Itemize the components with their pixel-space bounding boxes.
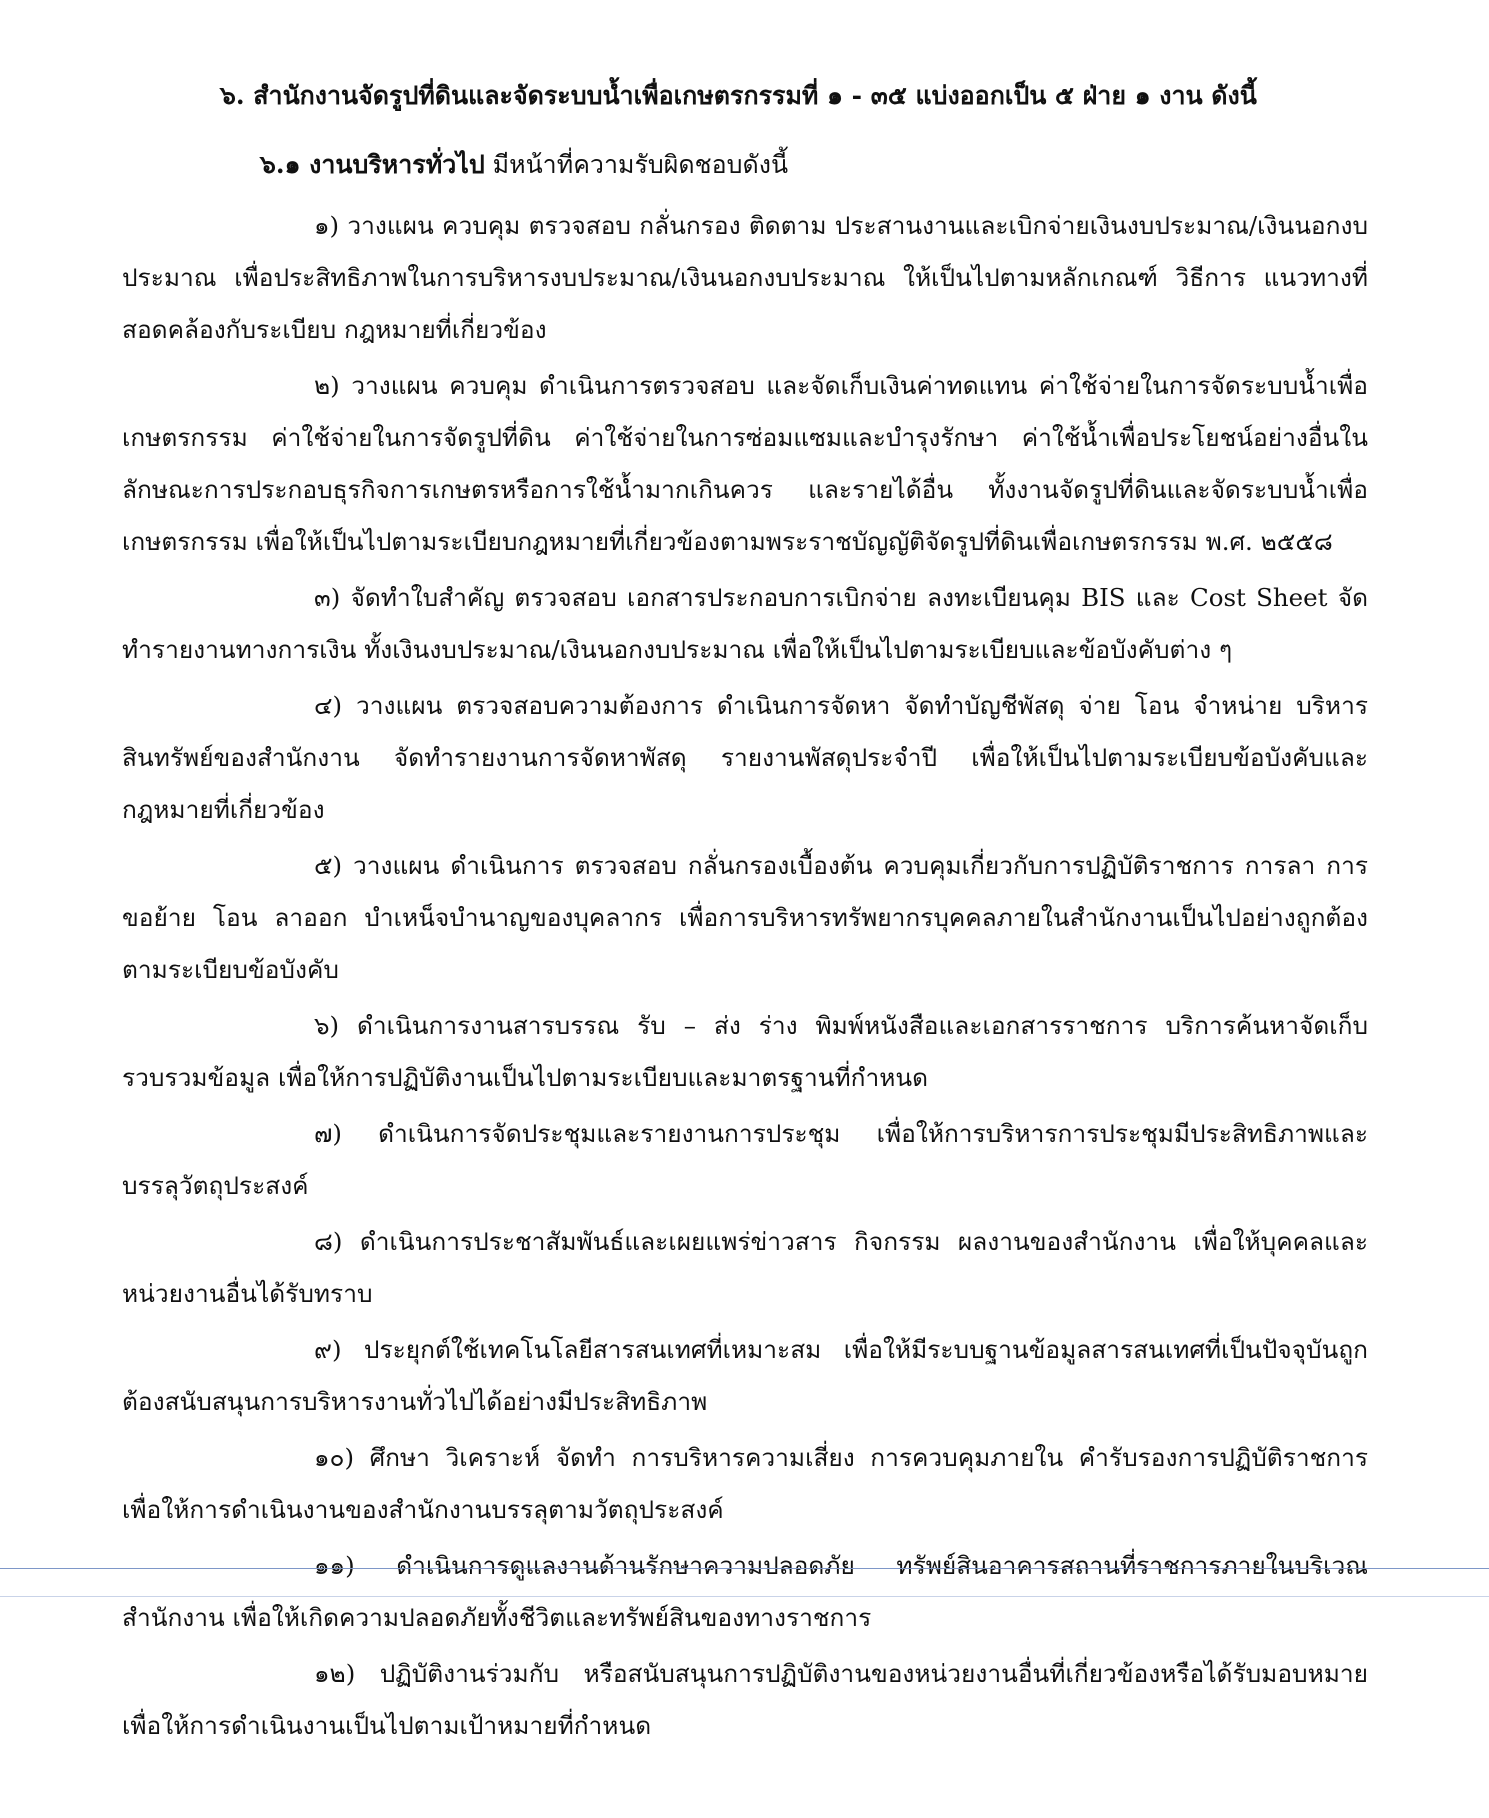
section-heading: ๖. สำนักงานจัดรูปที่ดินและจัดระบบน้ำเพื่อเกษตรกรรมที่ ๑ - ๓๕ แบ่งออกเป็น ๕ ฝ่าย ๑ งาน ดังนี้ [220,81,1257,110]
duty-item-8: ๘) ดำเนินการประชาสัมพันธ์และเผยแพร่ข่าวสาร กิจกรรม ผลงานของสำนักงาน เพื่อให้บุคคลและหน่วยงานอื่นได้รับทราบ [122,1227,1368,1308]
duty-item-4: ๔) วางแผน ตรวจสอบความต้องการ ดำเนินการจัดหา จัดทำบัญชีพัสดุ จ่าย โอน จำหน่าย บริหารสินทรัพย์ของสำนักงาน จัดทำรายงานการจัดหาพัสดุ รายงานพัสดุประจำปี เพื่อให้เป็นไปตามระเบียบข้อบังคับและกฎหมายที่เกี่ยวข้อง [122,691,1368,824]
subsection-heading [260,147,1360,183]
subsection-title: ๖.๑ งานบริหารทั่วไป [260,150,485,179]
duty-item-2: ๒) วางแผน ควบคุม ดำเนินการตรวจสอบ และจัดเก็บเงินค่าทดแทน ค่าใช้จ่ายในการจัดระบบน้ำเพื่อเกษตรกรรม ค่าใช้จ่ายในการจัดรูปที่ดิน ค่าใช้จ่ายในการซ่อมแซมและบำรุงรักษา ค่าใช้น้ำเพื่อประโยชน์อย่างอื่นในลักษณะการประกอบธุรกิจการเกษตรหรือการใช้น้ำมากเกินควร และรายได้อื่น ทั้งงานจัดรูปที่ดินและจัดระบบน้ำเพื่อเกษตรกรรม เพื่อให้เป็นไปตามระเบียบกฎหมายที่เกี่ยวข้องตามพระราชบัญญัติจัดรูปที่ดินเพื่อเกษตรกรรม พ.ศ. ๒๕๕๘ [122,371,1368,556]
duty-item-1: ๑) วางแผน ควบคุม ตรวจสอบ กลั่นกรอง ติดตาม ประสานงานและเบิกจ่ายเงินงบประมาณ/เงินนอกงบประมาณ เพื่อประสิทธิภาพในการบริหารงบประมาณ/เงินนอกงบประมาณ ให้เป็นไปตามหลักเกณฑ์ วิธีการ แนวทางที่สอดคล้องกับระเบียบ กฎหมายที่เกี่ยวข้อง [122,211,1368,344]
duty-item-7: ๗) ดำเนินการจัดประชุมและรายงานการประชุม เพื่อให้การบริหารการประชุมมีประสิทธิภาพและบรรลุวัตถุประสงค์ [122,1119,1368,1200]
duty-item-9: ๙) ประยุกต์ใช้เทคโนโลยีสารสนเทศที่เหมาะสม เพื่อให้มีระบบฐานข้อมูลสารสนเทศที่เป็นปัจจุบันถูกต้องสนับสนุนการบริหารงานทั่วไปได้อย่างมีประสิทธิภาพ [122,1335,1368,1416]
scan-artifact-line-faint [0,1596,1489,1597]
scan-artifact-line [0,1568,1489,1569]
duty-item-3: ๓) จัดทำใบสำคัญ ตรวจสอบ เอกสารประกอบการเบิกจ่าย ลงทะเบียนคุม BIS และ Cost Sheet จัดทำรายงานทางการเงิน ทั้งเงินงบประมาณ/เงินนอกงบประมาณ เพื่อให้เป็นไปตามระเบียบและข้อบังคับต่าง ๆ [122,583,1368,664]
duty-item-12: ๑๒) ปฏิบัติงานร่วมกับ หรือสนับสนุนการปฏิบัติงานของหน่วยงานอื่นที่เกี่ยวข้องหรือได้รับมอบหมาย เพื่อให้การดำเนินงานเป็นไปตามเป้าหมายที่กำหนด [122,1659,1368,1740]
duty-item-10: ๑๐) ศึกษา วิเคราะห์ จัดทำ การบริหารความเสี่ยง การควบคุมภายใน คำรับรองการปฏิบัติราชการ เพื่อให้การดำเนินงานของสำนักงานบรรลุตามวัตถุประสงค์ [122,1443,1368,1524]
duty-list [122,200,1368,1756]
duty-item-5: ๕) วางแผน ดำเนินการ ตรวจสอบ กลั่นกรองเบื้องต้น ควบคุมเกี่ยวกับการปฏิบัติราชการ การลา การขอย้าย โอน ลาออก บำเหน็จบำนาญของบุคลากร เพื่อการบริหารทรัพยากรบุคคลภายในสำนักงานเป็นไปอย่างถูกต้องตามระเบียบข้อบังคับ [122,851,1368,984]
duty-item-11: ๑๑) ดำเนินการดูแลงานด้านรักษาความปลอดภัย ทรัพย์สินอาคารสถานที่ราชการภายในบริเวณสำนักงาน เพื่อให้เกิดความปลอดภัยทั้งชีวิตและทรัพย์สินของทางราชการ [122,1551,1368,1632]
duty-item-6: ๖) ดำเนินการงานสารบรรณ รับ – ส่ง ร่าง พิมพ์หนังสือและเอกสารราชการ บริการค้นหาจัดเก็บรวบรวมข้อมูล เพื่อให้การปฏิบัติงานเป็นไปตามระเบียบและมาตรฐานที่กำหนด [122,1011,1368,1092]
subsection-description: มีหน้าที่ความรับผิดชอบดังนี้ [484,150,789,179]
